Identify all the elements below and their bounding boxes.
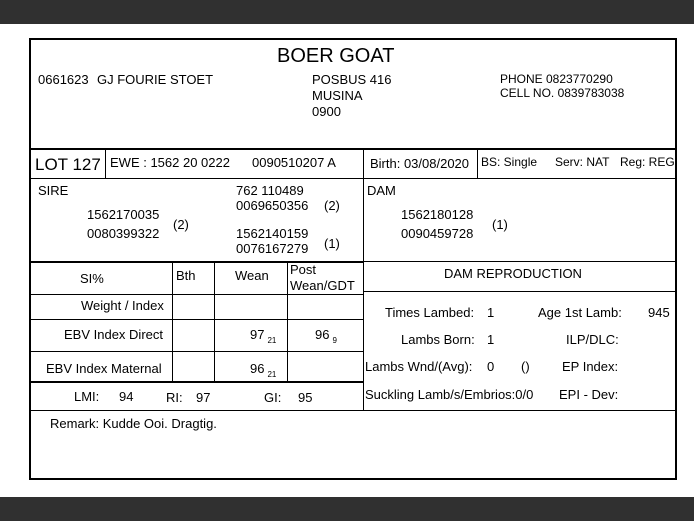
suckling-label: Suckling Lamb/s/Embrios:0/0 [365,387,534,402]
address-line-3: 0900 [312,104,341,119]
address-line-2: MUSINA [312,88,363,103]
divider [477,149,478,178]
age-first-lamb-value: 945 [648,305,670,320]
sire-label: SIRE [38,183,69,198]
lot-number: LOT 127 [35,155,101,174]
service-type: Serv: NAT [555,155,610,169]
lambs-born-value: 1 [487,332,495,347]
epi-dev-label: EPI - Dev: [559,387,619,402]
remark-text: Remark: Kudde Ooi. Dragtig. [50,416,217,431]
post-header: Post [290,262,317,277]
lot-card [29,38,677,480]
address-line-1: POSBUS 416 [312,72,392,87]
sire-dam-id: 0076167279 [236,241,309,256]
registration: Reg: REG [620,155,675,169]
gi-label: GI: [264,390,282,405]
divider [363,149,364,178]
dam-label: DAM [367,183,396,198]
dam-mark: (1) [492,217,508,232]
si-col-divider [214,262,215,381]
si-row-line [31,319,364,320]
sire-dam-mark: (1) [324,236,340,251]
post-header-sub: Wean/GDT [290,278,355,293]
dam-id: 0090459728 [401,226,474,241]
birth-status: BS: Single [481,155,538,169]
bth-header: Bth [176,268,196,283]
phone-number: PHONE 0823770290 [500,72,613,86]
sire-mark: (2) [173,217,189,232]
sire-sire-id: 0069650356 [236,198,309,213]
lot-row-bottom-line [31,178,675,179]
dam-repro-top-line [364,261,675,262]
dam-repro-header-line [364,291,675,292]
ebv-maternal-wean: 96 $_{21}$ [250,361,277,379]
ebv-direct-wean: 97 $_{21}$ [250,327,277,345]
times-lambed-value: 1 [487,305,495,320]
sire-number: 1562170035 [87,207,160,222]
owner-code: 0661623 [38,72,89,87]
age-first-lamb-label: Age 1st Lamb: [538,305,622,320]
remark-top-line [31,410,675,411]
lambs-born-label: Lambs Born: [401,332,475,347]
divider [105,149,106,178]
bottom-border-bar [0,497,694,521]
si-row-line [31,351,364,352]
dam-reproduction-title: DAM REPRODUCTION [444,266,582,281]
gi-value: 95 [298,390,313,405]
lmi-value: 94 [119,389,134,404]
birth-date: Birth: 03/08/2020 [370,156,470,171]
lambs-weaned-avg: () [521,359,530,374]
top-border-bar [0,0,694,24]
si-col-divider [287,262,288,381]
sire-sire-number: 762 110489 [236,183,304,198]
sire-sire-mark: (2) [324,198,340,213]
sire-dam-number: 1562140159 [236,226,309,241]
si-row-line [31,294,364,295]
sire-id: 0080399322 [87,226,160,241]
lambs-weaned-value: 0 [487,359,495,374]
ebv-maternal-label: EBV Index Maternal [46,361,162,376]
lambs-weaned-label: Lambs Wnd/(Avg): [365,359,473,374]
weight-index-label: Weight / Index [81,298,164,313]
cell-number: CELL NO. 0839783038 [500,86,625,100]
ep-index-label: EP Index: [562,359,619,374]
ebv-direct-post: 96 $_9$ [315,327,337,345]
ri-label: RI: [166,390,183,405]
lot-row-top-line [31,148,675,150]
ri-value: 97 [196,390,211,405]
wean-header: Wean [235,268,269,283]
owner-name: GJ FOURIE STOET [97,72,214,87]
si-header: SI% [80,271,104,286]
dam-number: 1562180128 [401,207,474,222]
ewe-number: EWE : 1562 20 0222 [110,155,230,170]
ilp-dlc-label: ILP/DLC: [566,332,619,347]
lmi-label: LMI: [74,389,100,404]
ewe-id: 0090510207 A [252,155,336,170]
times-lambed-label: Times Lambed: [385,305,475,320]
ebv-direct-label: EBV Index Direct [64,327,163,342]
card-title: BOER GOAT [277,45,395,67]
si-col-divider [172,262,173,381]
indices-top-line [31,381,364,383]
